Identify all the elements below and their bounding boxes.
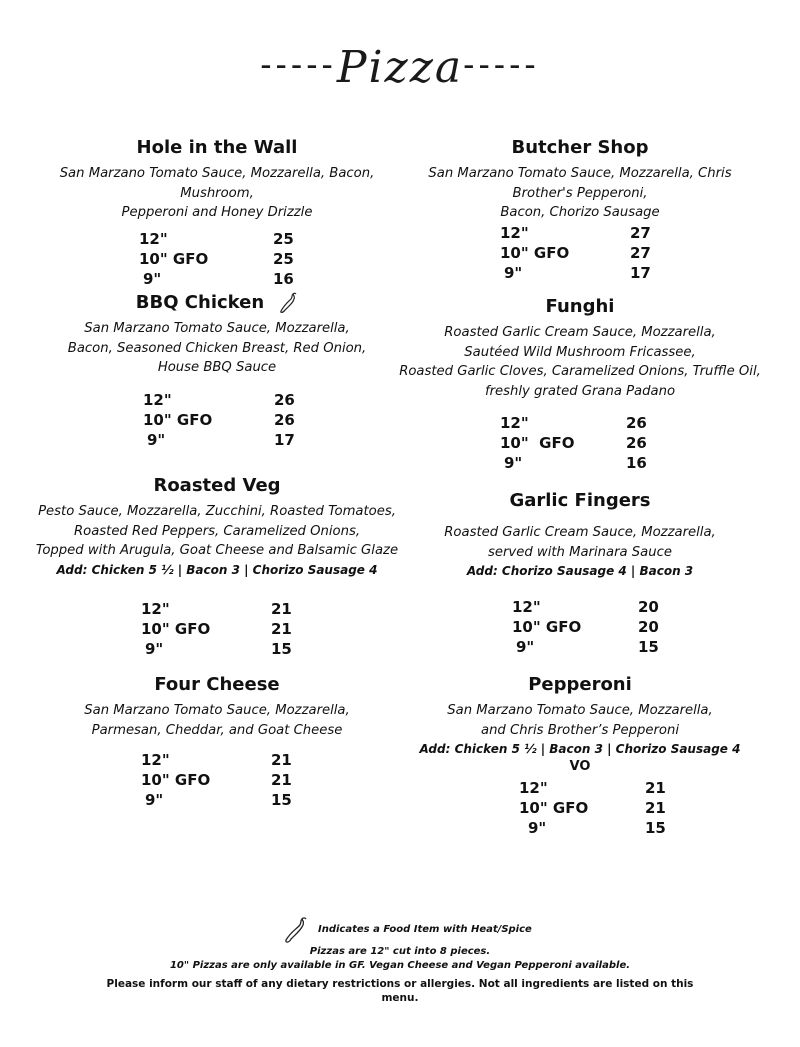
title-text: Pizza	[336, 42, 464, 93]
item-name: Butcher Shop	[511, 137, 649, 158]
chili-pepper-icon	[278, 292, 298, 314]
price-row: 12" 21	[519, 779, 666, 797]
menu-item-funghi	[385, 295, 775, 473]
title-dashes-left: -----	[260, 46, 337, 84]
price-row: 12" 25	[139, 229, 294, 248]
item-description: Roasted Garlic Cream Sauce, Mozzarella, served with Marinara Sauce	[444, 525, 716, 560]
price-list	[385, 223, 775, 283]
price-row: 10" GFO 20	[512, 618, 659, 636]
price-row: 9" 15	[145, 639, 292, 658]
price-row: 12" 27	[500, 223, 651, 242]
footer-note-allergies-cont: menu.	[381, 992, 419, 1004]
price-row: 10" GFO 27	[500, 243, 651, 262]
title-dashes-right: -----	[463, 46, 540, 84]
menu-item-garlic-fingers	[385, 489, 775, 657]
item-name: Pepperoni	[528, 674, 632, 695]
price-row: 10" GFO 21	[141, 619, 292, 638]
price-row: 12" 26	[143, 390, 295, 409]
item-add-ons: Add: Chorizo Sausage 4 | Bacon 3	[466, 564, 694, 578]
price-row: 9" 15	[145, 791, 292, 809]
price-row: 12" 26	[500, 414, 647, 432]
price-row: 12" 20	[512, 598, 659, 616]
item-name: Four Cheese	[154, 674, 280, 695]
price-row: 12" 21	[141, 751, 292, 769]
footer-note-gf: 10" Pizzas are only available in GF. Vegan Cheese and Vegan Pepperoni available.	[169, 960, 631, 971]
chili-pepper-icon	[282, 916, 308, 944]
price-list	[385, 413, 775, 473]
item-description: San Marzano Tomato Sauce, Mozzarella, Parmesan, Cheddar, and Goat Cheese	[84, 703, 350, 738]
menu-item-hole-in-the-wall	[22, 136, 412, 289]
price-row: 9" 16	[504, 454, 647, 472]
price-list	[385, 778, 775, 838]
price-row: 9" 15	[528, 819, 666, 837]
menu-item-bbq-chicken	[22, 291, 412, 450]
item-description: San Marzano Tomato Sauce, Mozzarella, Chris Brother's Pepperoni, Bacon, Chorizo Sausage	[428, 166, 732, 220]
item-name: Garlic Fingers	[509, 490, 651, 511]
price-row: 10" GFO 21	[519, 799, 666, 817]
price-row: 9" 16	[143, 269, 294, 288]
footer-note-pieces: Pizzas are 12" cut into 8 pieces.	[309, 946, 491, 957]
price-list	[385, 597, 775, 657]
menu-item-pepperoni	[385, 673, 775, 838]
price-row: 10" GFO 25	[139, 249, 294, 268]
item-description: Pesto Sauce, Mozzarella, Zucchini, Roasted Tomatoes, Roasted Red Peppers, Caramelized Onions, Topped with Arugula, Goat Cheese and Balsamic Glaze	[35, 504, 399, 558]
menu-item-roasted-veg	[22, 474, 412, 659]
menu-item-butcher-shop	[385, 136, 775, 283]
item-description: San Marzano Tomato Sauce, Mozzarella, Bacon, Seasoned Chicken Breast, Red Onion, House BBQ Sauce	[67, 321, 367, 375]
spice-legend-text: Indicates a Food Item with Heat/Spice	[318, 924, 532, 935]
price-row: 9" 17	[504, 263, 651, 282]
item-name: Hole in the Wall	[136, 137, 298, 158]
item-name: Funghi	[545, 296, 615, 317]
menu-footer	[0, 945, 800, 1005]
price-list	[22, 599, 412, 659]
item-description: San Marzano Tomato Sauce, Mozzarella, Bacon, Mushroom, Pepperoni and Honey Drizzle	[59, 166, 375, 220]
price-row: 10" GFO 26	[500, 434, 647, 452]
item-description: San Marzano Tomato Sauce, Mozzarella, and Chris Brother’s Pepperoni	[447, 703, 713, 738]
price-list	[22, 750, 412, 810]
item-add-ons: Add: Chicken 5 ½ | Bacon 3 | Chorizo Sausage 4	[56, 562, 378, 577]
item-name: Roasted Veg	[153, 475, 281, 496]
footer-note-allergies: Please inform our staff of any dietary restrictions or allergies. Not all ingredients are listed on this	[106, 978, 694, 990]
price-row: 9" 17	[147, 430, 295, 449]
price-row: 9" 15	[516, 638, 659, 656]
price-list	[22, 390, 412, 450]
item-add-ons: Add: Chicken 5 ½ | Bacon 3 | Chorizo Sausage 4	[419, 742, 741, 756]
price-row: 12" 21	[141, 599, 292, 618]
price-list	[22, 229, 412, 289]
spice-legend	[282, 916, 532, 944]
menu-title	[0, 42, 800, 93]
price-row: 10" GFO 26	[143, 410, 295, 429]
item-name: BBQ Chicken	[136, 291, 298, 315]
menu-item-four-cheese	[22, 673, 412, 810]
item-vegan-option: VO	[569, 759, 591, 774]
item-description: Roasted Garlic Cream Sauce, Mozzarella, Sautéed Wild Mushroom Fricassee, Roasted Garlic Cloves, Caramelized Onions, Truffle Oil, freshly grated Grana Padano	[399, 325, 761, 399]
price-row: 10" GFO 21	[141, 771, 292, 789]
